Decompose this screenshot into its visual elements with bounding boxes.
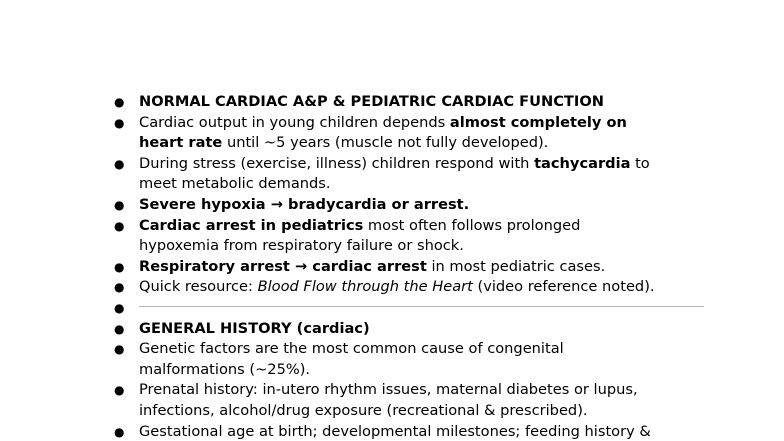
bullet-list	[112, 92, 698, 441]
bullet-text: heart rate	[139, 134, 223, 152]
bullet-dot-icon: ●	[114, 342, 125, 357]
bullet-item	[112, 154, 698, 195]
bullet-text: Cardiac arrest in pediatrics	[139, 216, 364, 234]
bullet-text: GENERAL HISTORY (cardiac)	[139, 319, 370, 337]
bullet-dot-icon: ●	[114, 259, 125, 274]
bullet-text: Prenatal history: in-utero rhythm issues, maternal diabetes or lupus,	[139, 381, 638, 399]
bullet-dot-icon: ●	[114, 321, 125, 336]
bullet-divider	[112, 298, 698, 319]
bullet-text: Blood Flow through the Heart	[257, 278, 473, 296]
bullet-dot-icon: ●	[114, 156, 125, 171]
bullet-text: NORMAL CARDIAC A&P & PEDIATRIC CARDIAC FUNCTION	[139, 93, 604, 110]
bullet-text: Severe hypoxia → bradycardia or arrest.	[139, 195, 470, 213]
bullet-item	[112, 319, 698, 340]
bullet-text: hypoxemia from respiratory failure or shock.	[139, 237, 464, 255]
bullet-item	[112, 277, 698, 298]
bullet-dot-icon: ●	[114, 115, 125, 130]
bullet-dot-icon: ●	[114, 424, 125, 439]
bullet-text: most often follows prolonged	[363, 216, 581, 234]
bullet-item	[112, 92, 698, 113]
bullet-text: infections, alcohol/drug exposure (recreational & prescribed).	[139, 401, 588, 419]
bullet-item	[112, 422, 698, 441]
bullet-text: almost completely on	[449, 113, 627, 131]
bullet-text: Gestational age at birth; developmental milestones; feeding history &	[139, 422, 651, 440]
bullet-dot-icon: ●	[114, 95, 125, 109]
bullet-item	[112, 195, 698, 216]
bullet-item	[112, 339, 698, 380]
bullet-text: in most pediatric cases.	[426, 257, 606, 275]
bullet-text: until ~5 years (muscle not fully developed).	[222, 134, 549, 152]
bullet-text: tachycardia	[534, 154, 631, 172]
bullet-dot-icon: ●	[114, 197, 125, 212]
bullet-text: Quick resource:	[139, 278, 258, 296]
bullet-text: During stress (exercise, illness) children respond with	[139, 154, 535, 172]
bullet-dot-icon: ●	[114, 280, 125, 295]
bullet-item	[112, 113, 698, 154]
bullet-text: meet metabolic demands.	[139, 175, 331, 193]
bullet-text: to	[630, 154, 650, 172]
bullet-item	[112, 380, 698, 421]
divider-line	[139, 306, 704, 307]
bullet-text: (video reference noted).	[472, 278, 655, 296]
bullet-item	[112, 216, 698, 257]
bullet-dot-icon: ●	[114, 383, 125, 398]
bullet-dot-icon: ●	[114, 300, 125, 315]
bullet-text: Genetic factors are the most common cause of congenital	[139, 340, 564, 358]
bullet-text: Cardiac output in young children depends	[139, 113, 450, 131]
bullet-text: malformations (~25%).	[139, 360, 311, 378]
bullet-text: Respiratory arrest → cardiac arrest	[139, 257, 427, 275]
bullet-dot-icon: ●	[114, 218, 125, 233]
bullet-item	[112, 257, 698, 278]
